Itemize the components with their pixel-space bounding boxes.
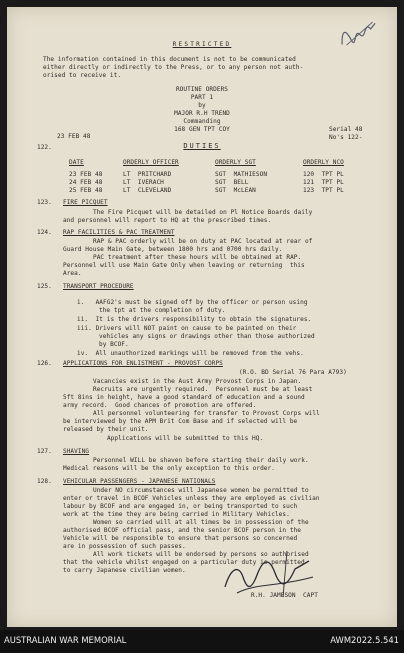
- section-text: Women so carried will at all times be in possession of the: [93, 519, 309, 526]
- duty-sgt: SGT MATHIESON: [215, 171, 268, 178]
- duty-nco: 123 TPT PL: [303, 187, 344, 194]
- column-header-nco: ORDERLY NCO: [303, 159, 344, 166]
- section-text: to carry Japanese civilian women.: [63, 567, 186, 574]
- order-numbers: No's 122-: [329, 134, 363, 141]
- section-text: labour by BCOF and are engaged in, or being transported to such: [63, 503, 298, 510]
- section-number: 127.: [37, 448, 52, 455]
- section-text: that the vehicle whilst engaged on a particular duty is permitted: [63, 559, 305, 566]
- notice-line: orised to receive it.: [43, 72, 122, 79]
- section-reference: (R.O. BD Serial 76 Para A793): [239, 369, 347, 376]
- section-text: by BCOF.: [99, 341, 129, 348]
- duty-sgt: SGT BELL: [215, 179, 249, 186]
- section-text: All personnel volunteering for transfer to Provost Corps will: [93, 410, 320, 417]
- section-text: Applications will be submitted to this HQ.: [107, 435, 264, 442]
- section-text: 5ft 8ins in height, have a good standard of education and a sound: [63, 394, 305, 401]
- institution-label: AUSTRALIAN WAR MEMORIAL: [4, 635, 127, 645]
- section-text: authorised BCOF official pass, and the senior BCOF person in the: [63, 527, 301, 534]
- section-text: iv. All unauthorized markings will be removed from the vehs.: [77, 350, 304, 357]
- column-header-date: DATE: [69, 159, 84, 166]
- duty-date: 23 FEB 48: [69, 171, 103, 178]
- orders-by: by: [198, 102, 206, 109]
- duty-officer: LT CLEVELAND: [123, 187, 172, 194]
- orders-officer: MAJOR R.H TREND: [174, 110, 230, 117]
- section-text: Area.: [63, 270, 82, 277]
- column-header-sgt: ORDERLY SGT: [215, 159, 256, 166]
- section-text: Under NO circumstances will Japanese women be permitted to: [93, 487, 309, 494]
- section-text: Medical reasons will be the only exception to this order.: [63, 465, 275, 472]
- section-text: RAP & PAC orderly will be on duty at PAC located at rear of: [93, 238, 313, 245]
- section-number: 123.: [37, 199, 52, 206]
- duty-officer: LT PRITCHARD: [123, 171, 172, 178]
- notice-line: The information contained in this document is not to be communicated: [43, 56, 296, 63]
- section-text: enter or travel in BCOF Vehicles unless they are employed as civilian: [63, 495, 320, 502]
- column-header-officer: ORDERLY OFFICER: [123, 159, 179, 166]
- duties-heading: DUTIES: [183, 142, 221, 150]
- notice-line: either directly or indirectly to the Press, or to any person not auth-: [43, 64, 304, 71]
- section-text: Guard House Main Gate, between 1800 hrs and 0700 hrs daily.: [63, 246, 283, 253]
- section-text: and personnel will report to HQ at the prescribed times.: [63, 217, 272, 224]
- section-text: the tpt at the completion of duty.: [99, 307, 226, 314]
- section-title: FIRE PICQUET: [63, 199, 108, 206]
- section-title: RAP FACILITIES & PAC TREATMENT: [63, 229, 175, 236]
- archive-footer: [0, 630, 404, 653]
- section-text: i. AAFG2's must be signed off by the officer or person using: [77, 299, 308, 306]
- section-number: 122.: [37, 144, 52, 151]
- section-text: PAC treatment after these hours will be obtained at RAP.: [93, 254, 302, 261]
- section-number: 125.: [37, 283, 52, 290]
- section-text: The Fire Picquet will be detailed on Pl Notice Boards daily: [93, 209, 313, 216]
- accession-number: AWM2022.5.541: [330, 635, 399, 645]
- signature-name: R.H. JAMESON CAPT: [251, 592, 318, 599]
- section-text: iii. Drivers will NOT paint on cause to be painted on their: [77, 325, 297, 332]
- serial-number: Serial 48: [329, 126, 363, 133]
- classification-heading: RESTRICTED: [172, 41, 232, 48]
- duty-date: 25 FEB 48: [69, 187, 103, 194]
- section-number: 124.: [37, 229, 52, 236]
- section-title: APPLICATIONS FOR ENLISTMENT - PROVOST CORPS: [63, 360, 223, 367]
- section-text: Vacancies exist in the Aust Army Provost Corps in Japan.: [93, 378, 302, 385]
- section-text: are in possession of such passes.: [63, 543, 186, 550]
- section-title: TRANSPORT PROCEDURE: [63, 283, 134, 290]
- section-number: 126.: [37, 360, 52, 367]
- section-text: vehicles any signs or drawings other than those authorized: [99, 333, 315, 340]
- section-text: Personnel will use Main Gate Only when leaving or returning this: [63, 262, 305, 269]
- section-text: Vehicle will be responsible to ensure that persons so concerned: [63, 535, 298, 542]
- section-text: be interviewed by the APM Brit Com Base and if selected will be: [63, 418, 298, 425]
- orders-date: 23 FEB 48: [57, 133, 91, 140]
- section-text: Recruits are urgently required. Personnel must be at least: [93, 386, 313, 393]
- orders-commanding: Commanding: [183, 118, 221, 125]
- section-title: VEHICULAR PASSENGERS - JAPANESE NATIONALS: [63, 478, 216, 485]
- section-text: All work tickets will be endorsed by persons so authorised: [93, 551, 309, 558]
- section-number: 128.: [37, 478, 52, 485]
- orders-part: PART 1: [190, 94, 214, 101]
- section-text: work at the time they are being carried in Military Vehicles.: [63, 511, 290, 518]
- section-title: SHAVING: [63, 448, 90, 455]
- duty-sgt: SGT McLEAN: [215, 187, 256, 194]
- section-text: released by their unit.: [63, 426, 149, 433]
- duty-nco: 120 TPT PL: [303, 171, 344, 178]
- section-text: Personnel WILL be shaven before starting their daily work.: [93, 457, 309, 464]
- duty-date: 24 FEB 48: [69, 179, 103, 186]
- orders-title: ROUTINE ORDERS: [175, 86, 229, 93]
- duty-officer: LT IVERACH: [123, 179, 164, 186]
- orders-unit: 168 GEN TPT COY: [174, 126, 230, 133]
- section-text: army record. Good chances of promotion are offered.: [63, 402, 257, 409]
- document-page: [7, 7, 397, 627]
- section-text: ii. It is the drivers responsibility to obtain the signatures.: [77, 316, 312, 323]
- duty-nco: 121 TPT PL: [303, 179, 344, 186]
